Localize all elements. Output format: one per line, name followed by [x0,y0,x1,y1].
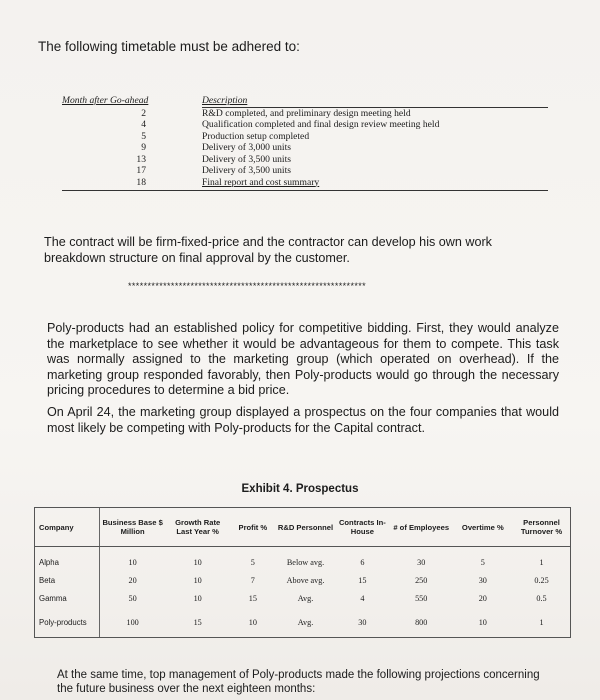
bidding-policy-paragraph: Poly-products had an established policy for competitive bidding. First, they would analyze the marketplace to see whether it would be advantageous for them to compete. This task was normally assigned to the marketing group (which operated on overhead). If the marketing group responded favorably, then Poly-products would go through the necessary pricing procedures to determine a bid price. [47,321,559,397]
timetable-description: Final report and cost summary [202,176,320,188]
projections-paragraph: At the same time, top management of Poly-products made the following projections concerning the future business over the next eighteen months: [57,669,540,695]
prospectus-header-cell: Company [35,508,99,547]
prospectus-cell: 250 [415,575,428,585]
prospectus-cell: 10 [248,617,257,627]
timetable-col-desc: Description [202,95,248,106]
prospectus-cell: 20 [478,593,487,603]
prospectus-cell: 10 [193,557,202,567]
prospectus-cell: 100 [126,617,139,627]
prospectus-header-row [35,508,570,547]
prospectus-company: Alpha [35,553,99,571]
prospectus-cell: Avg. [297,617,314,627]
section-separator: ************************************************************* [128,281,367,291]
prospectus-header-cell: # of Employees [390,508,453,547]
prospectus-cell: 15 [358,575,367,585]
prospectus-cell: Above avg. [286,575,325,585]
prospectus-cell: 20 [128,575,137,585]
prospectus-row [35,571,570,589]
exhibit-title: Exhibit 4. Prospectus [241,483,359,495]
prospectus-cell: 10 [193,593,202,603]
timetable-row [62,177,548,189]
timetable-description: Production setup completed [202,130,310,142]
timetable-header [62,95,548,107]
prospectus-row [35,607,570,637]
timetable-description: Delivery of 3,500 units [202,153,291,165]
prospectus-cell: Avg. [297,593,314,603]
prospectus-cell: 30 [358,617,367,627]
prospectus-company: Gamma [35,589,99,607]
timetable-month: 5 [141,130,146,142]
timetable-month: 4 [141,119,146,130]
timetable-description: Qualification completed and final design review meeting held [202,119,440,130]
timetable-month: 9 [141,142,146,153]
prospectus-cell: 15 [193,617,202,627]
prospectus-cell: 5 [250,557,255,567]
prospectus-company: Poly-products [35,607,99,637]
timetable-month: 2 [141,107,146,119]
timetable-col-month: Month after Go-ahead [62,95,149,106]
prospectus-cell: 10 [128,557,137,567]
prospectus-cell: 1 [539,557,544,567]
timetable-body [62,108,548,189]
timetable-heading: The following timetable must be adhered to: [38,39,300,54]
timetable-row [62,108,548,120]
prospectus-cell: 30 [478,575,487,585]
timetable-row [62,142,548,154]
prospectus-cell: 10 [193,575,202,585]
prospectus-body [35,547,570,638]
prospectus-company: Beta [35,571,99,589]
timetable-description: R&D completed, and preliminary design meeting held [202,107,411,119]
prospectus-cell: 0.5 [536,593,547,603]
prospectus-cell: 0.25 [534,575,549,585]
timetable-row [62,154,548,166]
timetable-description: Delivery of 3,500 units [202,165,291,176]
prospectus-cell: 50 [128,593,137,603]
prospectus-row [35,589,570,607]
prospectus-cell: 10 [478,617,487,627]
timetable-description: Delivery of 3,000 units [202,142,291,153]
prospectus-header-cell: Profit % [230,508,277,547]
prospectus-header-cell: R&D Personnel [276,508,335,547]
prospectus-cell: 4 [360,593,365,603]
prospectus-cell: 800 [415,617,428,627]
prospectus-cell: 15 [248,593,257,603]
prospectus-cell: 5 [480,557,485,567]
timetable-month: 18 [136,176,146,188]
prospectus-header-cell: Contracts In-House [335,508,390,547]
contract-paragraph: The contract will be firm-fixed-price and the contractor can develop his own work breakdown structure on final approval by the customer. [44,235,492,265]
prospectus-cell: 7 [250,575,255,585]
timetable-bottom-rule [62,190,548,191]
prospectus-header-cell: Business Base $ Million [99,508,166,547]
prospectus-cell: 6 [360,557,365,567]
timetable [62,95,548,191]
prospectus-table [34,507,571,638]
prospectus-header-cell: Growth Rate Last Year % [166,508,230,547]
timetable-row [62,119,548,131]
prospectus-row [35,553,570,571]
prospectus-paragraph: On April 24, the marketing group displayed a prospectus on the four companies that would most likely be competing with Poly-products for the Capital contract. [47,405,559,435]
timetable-row [62,165,548,177]
timetable-month: 17 [136,165,146,176]
timetable-row [62,131,548,143]
prospectus-cell: 30 [417,557,426,567]
prospectus-cell: 1 [539,617,544,627]
prospectus-cell: Below avg. [286,557,325,567]
timetable-month: 13 [136,153,146,165]
prospectus-header-cell: Personnel Turnover % [513,508,570,547]
prospectus-header-cell: Overtime % [453,508,513,547]
prospectus-cell: 550 [415,593,428,603]
